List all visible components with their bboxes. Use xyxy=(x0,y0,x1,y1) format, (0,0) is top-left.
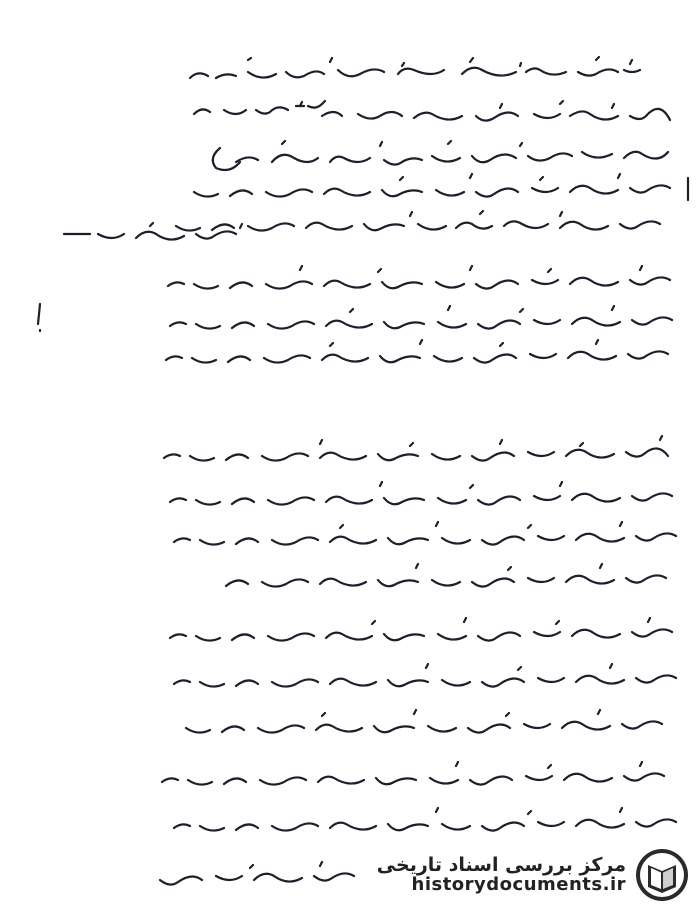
handwritten-line xyxy=(194,101,670,121)
watermark-title: مرکز بررسی اسناد تاریخی xyxy=(376,853,626,876)
watermark-url: historydocuments.ir xyxy=(411,873,626,895)
handwritten-line xyxy=(64,223,242,240)
handwritten-line xyxy=(170,482,672,505)
handwritten-line xyxy=(164,436,668,461)
handwritten-line xyxy=(176,211,660,231)
handwritten-line xyxy=(38,304,672,331)
handwritten-line xyxy=(170,618,672,641)
handwritten-line xyxy=(174,522,676,545)
watermark xyxy=(377,847,690,903)
handwritten-line xyxy=(166,340,668,363)
handwritten-line xyxy=(226,564,666,587)
book-emblem-icon xyxy=(634,847,690,903)
handwritten-line xyxy=(174,664,676,687)
watermark-text xyxy=(376,853,626,895)
handwritten-line xyxy=(190,57,640,78)
handwritten-line xyxy=(174,808,676,831)
handwritten-signature-line xyxy=(160,862,354,885)
handwritten-line xyxy=(168,266,670,289)
handwritten-line xyxy=(162,762,664,785)
handwritten-line xyxy=(186,710,662,733)
handwritten-line xyxy=(213,141,668,170)
handwritten-line xyxy=(194,174,688,200)
